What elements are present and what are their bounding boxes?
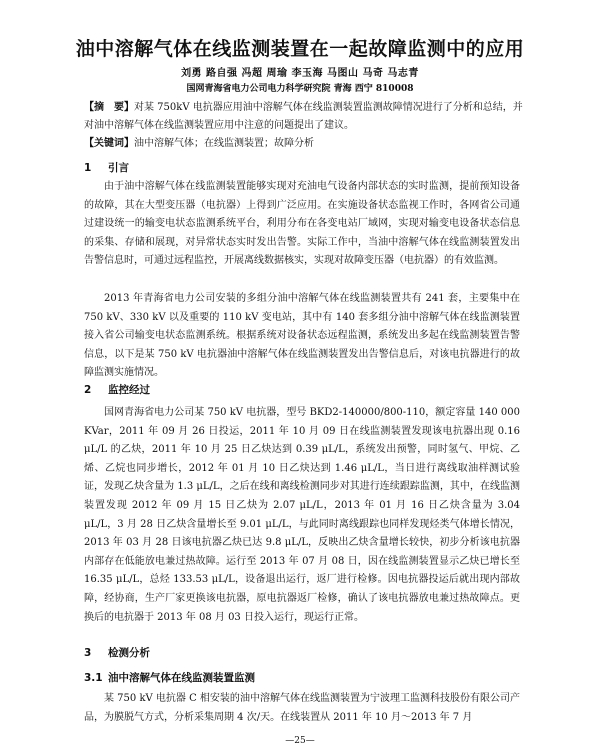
paper-title: 油中溶解气体在线监测装置在一起故障监测中的应用 (75, 38, 525, 60)
keywords-text: 油中溶解气体；在线监测装置；故障分析 (134, 138, 314, 149)
abstract (84, 99, 524, 135)
affiliation: 国网青海省电力公司电力科学研究院 青海 西宁 810008 (186, 84, 414, 94)
section-title: 油中溶解气体在线监测装置监测 (108, 672, 255, 684)
paragraph: 2013 年青海省电力公司安装的多组分油中溶解气体在线监测装置共有 241 套，主要集中在 750 kV、330 kV 以及重要的 110 kV 变电站，其中有 140 套多组分油中溶解气体在线监测装置接入省公司输变电状态监测系统。根据系统对设备状态远程监测，系统发出多起在线监测装置告警信息，以下是某 750 kV 电抗器油中溶解气体在线监测装置发出告警信息后，对该电抗器进行的故障监测实施情况。 (84, 293, 520, 379)
section-title: 检测分析 (108, 647, 150, 659)
section-heading (84, 645, 150, 660)
section-heading (84, 382, 150, 397)
section-title: 引言 (108, 162, 129, 174)
abstract-text: 对某 750kV 电抗器应用油中溶解气体在线监测装置监测故障情况进行了分析和总结，并对油中溶解气体在线监测装置应用中注意的问题提出了建议。 (84, 102, 523, 131)
section-heading (84, 160, 129, 175)
abstract-label: 【摘 要】 (84, 102, 134, 113)
section-title: 监控经过 (108, 384, 150, 396)
section-number: 3 (84, 647, 92, 659)
section-number: 3.1 (84, 672, 103, 684)
paragraph: 由于油中溶解气体在线监测装置能够实现对充油电气设备内部状态的实时监测，提前预知设备的故障，其在大型变压器（电抗器）上得到广泛应用。在实施设备状态监视工作时，各网省公司通过建设统一的输变电状态监测系统平台，利用分布在各变电站厂域网，实现对输变电设备状态信息的采集、存储和展现，对异常状态实时发出告警。实际工作中，当油中溶解气体在线监测装置发出告警信息时，可通过远程监控，开展离线数据核实，实现对故障变压器（电抗器）的有效监测。 (84, 181, 520, 267)
keywords-label: 【关键词】 (84, 138, 134, 149)
page-number: —25— (285, 736, 315, 746)
author-list: 刘勇 路自强 冯超 周瑜 李玉海 马图山 马奇 马志青 (181, 68, 419, 79)
section-number: 1 (84, 162, 92, 174)
paragraph: 国网青海省电力公司某 750 kV 电抗器，型号 BKD2-140000/800-110，额定容量 140 000 KVar，2011 年 09 月 26 日投运，2011 年 10 月 09 日在线监测装置发现该电抗器出现 0.16 μL/L 的乙炔，2011 年 10 月 25 日乙炔达到 0.39 μL/L，系统发出预警，同时氢气、甲烷、乙烯、乙烷也同步增长，2012 年 01 月 10 日乙炔达到 1.46 μL/L，当日进行离线取油样测试验证，发现乙炔含量为 1.3 μL/L，之后在线和离线检测同步对其进行连续跟踪监测，其中，在线监测装置发现 2012 年 09 月 15 日乙炔为 2.07 μL/L，2013 年 01 月 16 日乙炔含量为 3.04 μL/L，3 月 28 日乙炔含量增长至 9.01 μL/L，与此同时离线跟踪也同样发现烃类气体增长情况，2013 年 03 月 28 日该电抗器乙炔已达 9.8 μL/L，反映出乙炔含量增长较快，初步分析该电抗器内部存在低能放电兼过热故障。运行至 2013 年 07 月 08 日，因在线监测装置显示乙炔已增长至 16.35 μL/L，总烃 133.53 μL/L，设备退出运行，返厂进行检修。因电抗器投运后就出现内部故障，经协商，生产厂家更换该电抗器，原电抗器返厂检修，确认了该电抗器放电兼过热故障点。更换后的电抗器于 2013 年 08 月 03 日投入运行，现运行正常。 (84, 407, 520, 623)
paragraph: 某 750 kV 电抗器 C 相安装的油中溶解气体在线监测装置为宁波理工监测科技股份有限公司产品，为膜脱气方式，分析采集周期 4 次/天。在线装置从 2011 年 10 月～2013 年 7 月 (84, 693, 520, 723)
subsection-heading (84, 670, 255, 685)
keywords (84, 136, 524, 152)
section-number: 2 (84, 384, 92, 396)
